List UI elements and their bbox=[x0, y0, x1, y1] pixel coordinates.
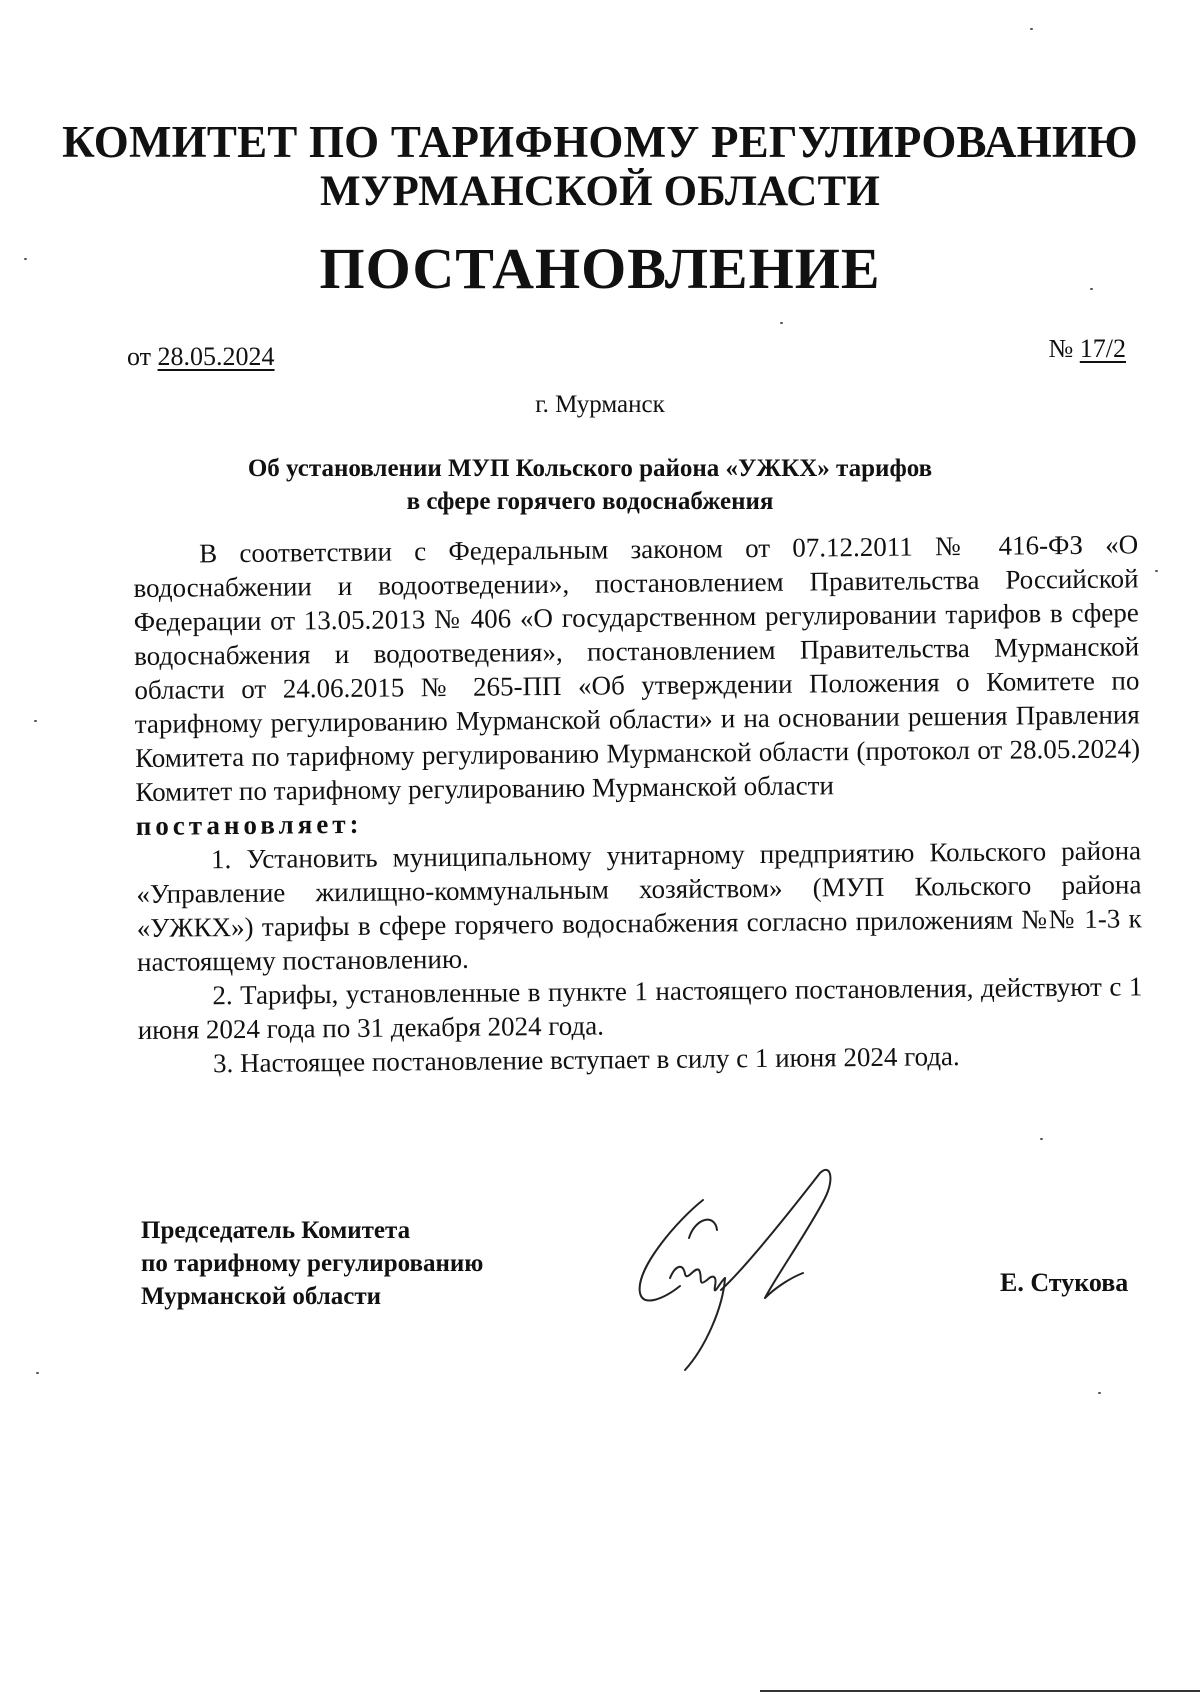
city-location: г. Мурманск bbox=[535, 391, 665, 418]
date-value: 28.05.2024 bbox=[157, 342, 275, 371]
document-subject bbox=[150, 452, 1030, 518]
scan-speck bbox=[24, 258, 27, 260]
document-body bbox=[133, 527, 1143, 1081]
document-number bbox=[1048, 334, 1126, 364]
scan-speck bbox=[780, 322, 783, 324]
resolution-item-2: 2. Тарифы, установленные в пункте 1 настоящего постановления, действуют с 1 июня 2024 года по 31 декабря 2024 года. bbox=[137, 971, 1143, 1045]
position-line1: Председатель Комитета bbox=[141, 1217, 411, 1244]
scan-speck bbox=[1098, 1392, 1101, 1394]
number-value: 17/2 bbox=[1079, 334, 1126, 363]
organization-name-line1: КОМИТЕТ ПО ТАРИФНОМУ РЕГУЛИРОВАНИЮ bbox=[62, 117, 1138, 167]
resolution-item-1: 1. Установить муниципальному унитарному предприятию Кольского района «Управление жилищно-коммунальным хозяйством» (МУП Кольского района «УЖКХ») тарифы в сфере горячего водоснабжения согласно приложениям №№ 1-3 к настоящему постановлению. bbox=[136, 835, 1142, 977]
scan-speck bbox=[1090, 288, 1093, 290]
scan-speck bbox=[34, 720, 37, 722]
subject-line2: в сфере горячего водоснабжения bbox=[406, 488, 774, 515]
scan-edge-line bbox=[760, 1690, 1200, 1692]
resolution-item-3: 3. Настоящее постановление вступает в силу с 1 июня 2024 года. bbox=[212, 1041, 960, 1079]
position-line3: Мурманской области bbox=[141, 1283, 382, 1310]
scan-speck bbox=[36, 1372, 39, 1374]
scan-speck bbox=[1040, 1138, 1043, 1140]
signatory-position bbox=[141, 1214, 483, 1313]
signatory-name: Е. Стукова bbox=[1000, 1268, 1129, 1297]
date-prefix: от bbox=[127, 342, 158, 371]
scan-speck bbox=[1030, 28, 1033, 30]
document-type-title: ПОСТАНОВЛЕНИЕ bbox=[319, 236, 881, 301]
subject-line1: Об установлении МУП Кольского района «УЖКХ» тарифов bbox=[247, 455, 933, 482]
number-prefix: № bbox=[1048, 334, 1080, 363]
document-date bbox=[127, 342, 275, 372]
resolves-keyword: постановляет: bbox=[135, 808, 363, 841]
position-line2: по тарифному регулированию bbox=[141, 1250, 484, 1277]
organization-name-line2: МУРМАНСКОЙ ОБЛАСТИ bbox=[319, 168, 881, 215]
preamble-paragraph: В соответствии с Федеральным законом от 07.12.2011 № 416-ФЗ «О водоснабжении и водоотведении», постановлением Правительства Российской Федерации от 13.05.2013 № 406 «О государственном регулировании тарифов в сфере водоснабжения и водоотведения», постановлением Правительства Мурманской области от 24.06.2015 № 265-ПП «Об утверждении Положения о Комитете по тарифному регулированию Мурманской области» и на основании решения Правления Комитета по тарифному регулированию Мурманской области (протокол от 28.05.2024) Комитет по тарифному регулированию Мурманской области bbox=[133, 529, 1141, 807]
handwritten-signature bbox=[625, 1158, 895, 1378]
scan-speck bbox=[1155, 570, 1158, 572]
